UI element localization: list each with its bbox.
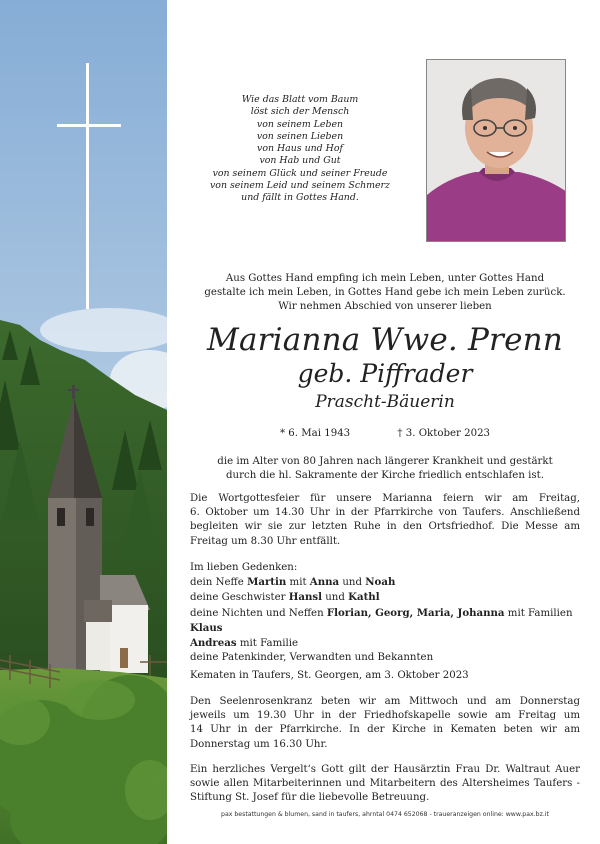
thanks-text (190, 763, 580, 806)
memory-line-klaus (190, 621, 580, 636)
death-date: † 3. Oktober 2023 (397, 428, 491, 439)
name-martin: Martin (247, 576, 287, 589)
deceased-portrait (427, 60, 566, 242)
service-line: Freitag um 8.30 Uhr entfällt. (190, 535, 341, 547)
rosary-line: 14 Uhr in der Pfarrkirche. In der Kirche in Kematen beten wir am (190, 724, 580, 736)
place-date (190, 669, 580, 683)
memory-title: Im lieben Gedenken: (190, 562, 298, 573)
name-kathl: Kathl (348, 591, 380, 604)
text: dein Neffe (190, 577, 248, 589)
memory-section (190, 561, 580, 665)
age-text (190, 455, 580, 483)
birth-name: geb. Piffrader (297, 359, 473, 388)
thanks-line: Stiftung St. Josef für die liebevolle Betreuung. (190, 792, 430, 804)
memory-line-nephew (190, 575, 580, 590)
side-panel-image (0, 0, 167, 844)
name-anna: Anna (309, 576, 340, 589)
intro-line: Aus Gottes Hand empfing ich mein Leben, unter Gottes Hand (225, 273, 545, 284)
text: und (339, 577, 366, 589)
name-klaus: Klaus (190, 621, 223, 634)
service-line: begleiten wir sie zur letzten Ruhe in den Ortsfriedhof. Die Messe am (190, 521, 580, 533)
place-date-line: Kematen in Taufers, St. Georgen, am 3. Oktober 2023 (190, 670, 469, 681)
thanks-line: sowie allen Mitarbeiterinnen und Mitarbeitern des Altersheimes Taufers - (190, 778, 580, 790)
rosary-line: jeweils um 19.30 Uhr in der Friedhofskapelle sowie am Freitag um (190, 710, 580, 722)
memory-line-siblings (190, 590, 580, 605)
name-noah: Noah (365, 576, 396, 589)
birth-date: * 6. Mai 1943 (279, 428, 351, 439)
intro-text (180, 272, 590, 314)
poem (190, 94, 410, 205)
poem-line: von seinem Leid und seinem Schmerz (210, 180, 390, 192)
names-nieces-nephews: Florian, Georg, Maria, Johanna (326, 606, 505, 619)
rosary-line: Den Seelenrosenkranz beten wir am Mittwoch und am Donnerstag (190, 696, 580, 707)
portrait-photo (426, 59, 566, 242)
text: mit Familien (504, 607, 573, 619)
name-hansl: Hansl (288, 591, 322, 604)
footer-credit: pax bestattungen & blumen, sand in taufers, ahrntal 0474 652068 - traueranzeigen online: www.pax.bz.it (221, 811, 549, 818)
poem-line: von seinen Lieben (256, 130, 344, 142)
service-text (190, 492, 580, 549)
poem-line: von Haus und Hof (257, 143, 343, 155)
poem-line: von Hab und Gut (259, 155, 341, 167)
memory-line-nieces (190, 606, 580, 621)
memory-line-relatives: deine Patenkinder, Verwandten und Bekannten (190, 652, 434, 664)
poem-line: und fällt in Gottes Hand. (241, 192, 359, 204)
deceased-name: Marianna Wwe. Prenn (207, 322, 563, 358)
poem-line: löst sich der Mensch (250, 106, 350, 118)
age-line: die im Alter von 80 Jahren nach längerer Krankheit und gestärkt (217, 456, 553, 467)
text: und (322, 592, 349, 604)
intro-line: Wir nehmen Abschied von unserer lieben (278, 301, 492, 312)
text: mit Familie (236, 638, 299, 650)
text: mit (286, 577, 310, 589)
poem-line: von seinem Leben (256, 118, 344, 130)
rosary-line: Donnerstag um 16.30 Uhr. (190, 738, 328, 750)
name-andreas: Andreas (190, 637, 237, 650)
house-name: Prascht-Bäuerin (315, 392, 455, 412)
poem-line: Wie das Blatt vom Baum (241, 94, 359, 105)
life-dates (180, 427, 590, 441)
church-landscape-image (0, 0, 167, 844)
thanks-line: Ein herzliches Vergelt‘s Gott gilt der Hausärztin Frau Dr. Waltraut Auer (190, 764, 580, 775)
text: deine Geschwister (190, 592, 289, 604)
memory-line-andreas (190, 636, 580, 651)
service-line: Die Wortgottesfeier für unsere Marianna feiern wir am Freitag, (190, 493, 580, 504)
text: deine Nichten und Neffen (190, 607, 327, 619)
poem-line: von seinem Glück und seiner Freude (212, 167, 388, 179)
service-line: 6. Oktober um 14.30 Uhr in der Pfarrkirche von Taufers. Anschließend (190, 507, 580, 519)
rosary-text (190, 695, 580, 752)
intro-line: gestalte ich mein Leben, in Gottes Hand gebe ich mein Leben zurück. (204, 287, 566, 298)
age-line: durch die hl. Sakramente der Kirche friedlich entschlafen ist. (226, 470, 544, 482)
